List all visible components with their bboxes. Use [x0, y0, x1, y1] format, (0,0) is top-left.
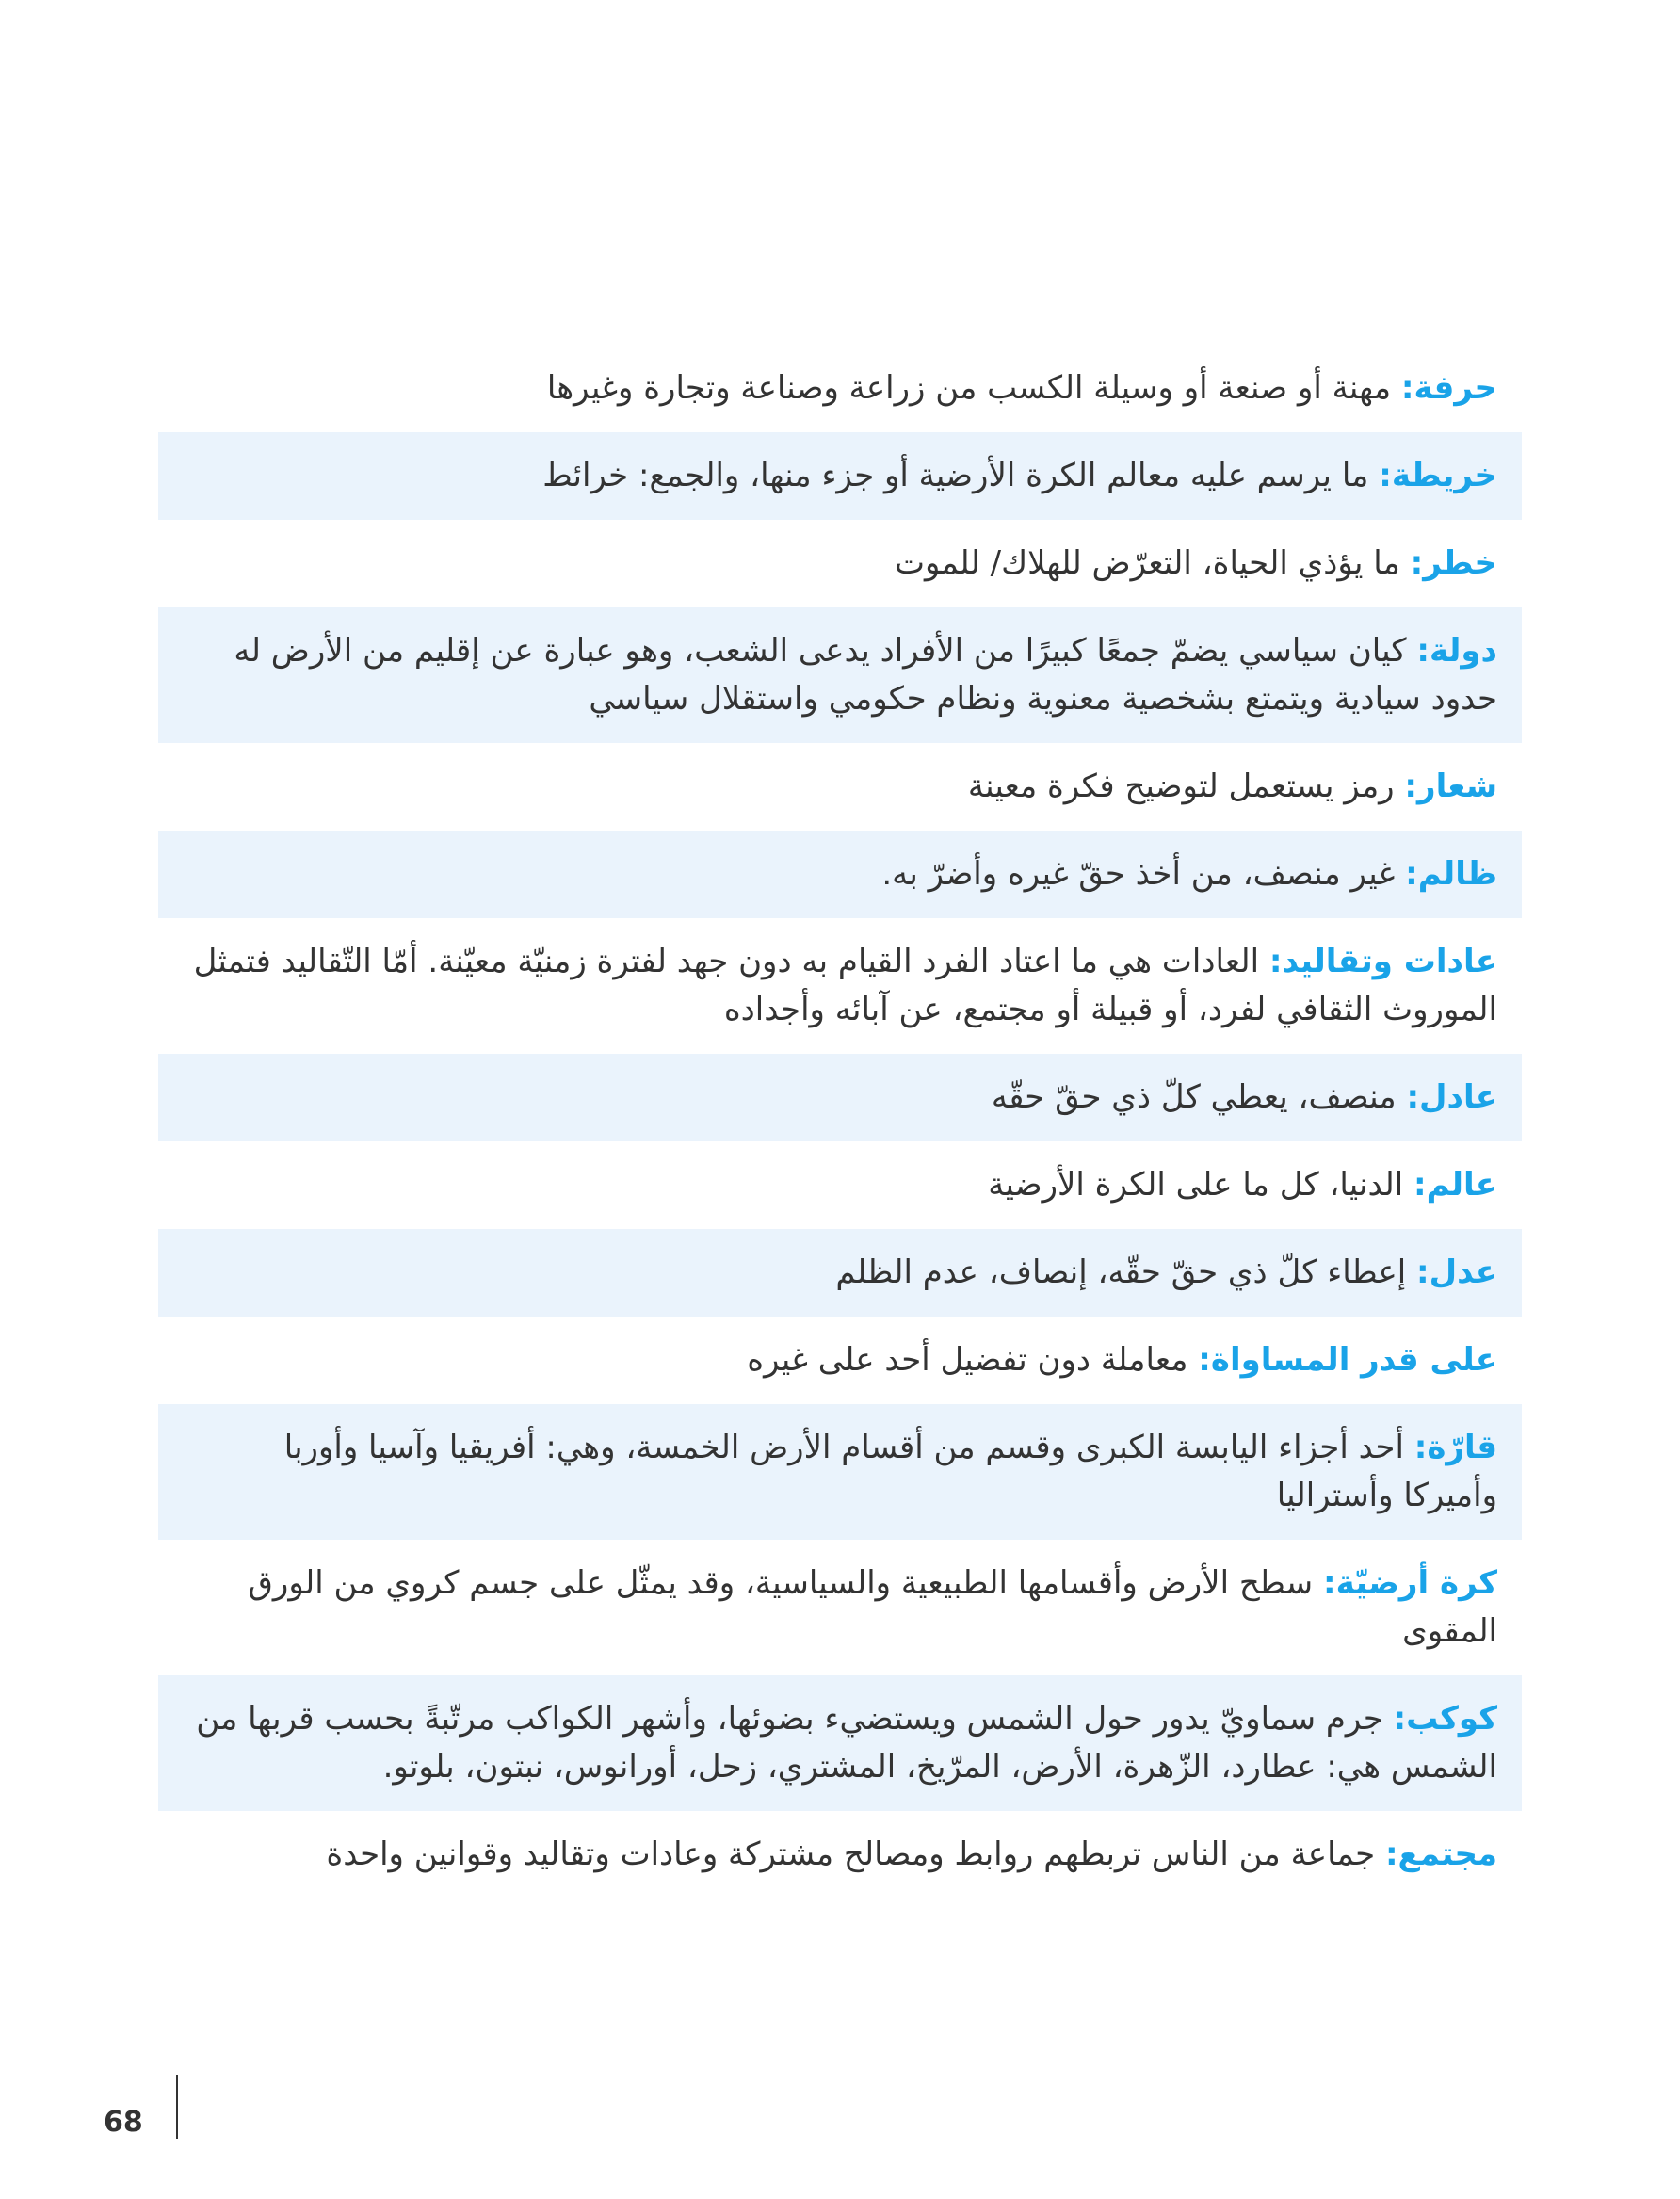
- glossary-term: كوكب: [1406, 1700, 1497, 1738]
- glossary-definition: غير منصف، من أخذ حقّ غيره وأضرّ به.: [881, 855, 1396, 893]
- glossary-entry: شعار: رمز يستعمل لتوضيح فكرة معينة: [967, 768, 1497, 805]
- glossary-term: خريطة: [1391, 457, 1497, 494]
- glossary-entry: دولة: كيان سياسي يضمّ جمعًا كبيرًا من الأفراد يدعى الشعب، وهو عبارة عن إقليم من الأرض له حدود سيادية ويتمتع بشخصية معنوية ونظام حكومي واستقلال سياسي: [158, 607, 1522, 743]
- glossary-entry: مجتمع: جماعة من الناس تربطهم روابط ومصالح مشتركة وعادات وتقاليد وقوانين واحدة: [326, 1835, 1497, 1873]
- glossary-definition: العادات هي ما اعتاد الفرد القيام به دون جهد لفترة زمنيّة معيّنة. أمّا التّقاليد فتمثل الموروث الثقافي لفرد، أو قبيلة أو مجتمع، عن آبائه وأجداده: [193, 943, 1497, 1028]
- page-number: 68: [104, 2106, 143, 2139]
- glossary-term: شعار: [1417, 768, 1497, 805]
- glossary-term: عالم: [1426, 1166, 1497, 1204]
- glossary-term: حرفة: [1413, 369, 1497, 407]
- glossary-term: على قدر المساواة: [1210, 1341, 1497, 1379]
- glossary-definition: جرم سماويّ يدور حول الشمس ويستضيء بضوئها، وأشهر الكواكب مرتّبةً بحسب قربها من الشمس هي: عطارد، الزّهرة، الأرض، المرّيخ، المشتري، زحل، أورانوس، نبتون، بلوتو.: [196, 1700, 1497, 1786]
- glossary-term: عادل: [1419, 1078, 1497, 1116]
- glossary-term: كرة أرضيّة: [1335, 1564, 1497, 1602]
- glossary-definition: منصف، يعطي كلّ ذي حقّ حقّه: [991, 1078, 1397, 1116]
- glossary-definition: رمز يستعمل لتوضيح فكرة معينة: [967, 768, 1395, 805]
- glossary-definition: كيان سياسي يضمّ جمعًا كبيرًا من الأفراد يدعى الشعب، وهو عبارة عن إقليم من الأرض له حدود سيادية ويتمتع بشخصية معنوية ونظام حكومي واستقلال سياسي: [234, 632, 1497, 718]
- glossary-entry: عادات وتقاليد: العادات هي ما اعتاد الفرد القيام به دون جهد لفترة زمنيّة معيّنة. أمّا التّقاليد فتمثل الموروث الثقافي لفرد، أو قبيلة أو مجتمع، عن آبائه وأجداده: [193, 943, 1497, 1028]
- page-number-divider: [176, 2075, 178, 2139]
- glossary-term: مجتمع: [1397, 1835, 1497, 1873]
- glossary-term: ظالم: [1417, 855, 1497, 893]
- glossary-definition: ما يؤذي الحياة، التعرّض للهلاك/ للموت: [895, 544, 1400, 582]
- glossary-definition: جماعة من الناس تربطهم روابط ومصالح مشتركة وعادات وتقاليد وقوانين واحدة: [326, 1835, 1376, 1873]
- glossary-entry: خطر: ما يؤذي الحياة، التعرّض للهلاك/ للموت: [895, 544, 1497, 582]
- glossary-entry: على قدر المساواة: معاملة دون تفضيل أحد على غيره: [747, 1341, 1497, 1379]
- glossary-entry: كوكب: جرم سماويّ يدور حول الشمس ويستضيء بضوئها، وأشهر الكواكب مرتّبةً بحسب قربها من الشمس هي: عطارد، الزّهرة، الأرض، المرّيخ، المشتري، زحل، أورانوس، نبتون، بلوتو.: [158, 1675, 1522, 1811]
- glossary-definition: الدنيا، كل ما على الكرة الأرضية: [988, 1166, 1404, 1204]
- glossary-definition: سطح الأرض وأقسامها الطبيعية والسياسية، وقد يمثّل على جسم كروي من الورق المقوى: [248, 1564, 1497, 1650]
- glossary-definition: مهنة أو صنعة أو وسيلة الكسب من زراعة وصناعة وتجارة وغيرها: [546, 369, 1392, 407]
- glossary-entry: عالم: الدنيا، كل ما على الكرة الأرضية: [988, 1166, 1497, 1204]
- glossary-entry: حرفة: مهنة أو صنعة أو وسيلة الكسب من زراعة وصناعة وتجارة وغيرها: [546, 369, 1497, 407]
- glossary-definition: معاملة دون تفضيل أحد على غيره: [747, 1341, 1188, 1379]
- glossary-entry: عدل: إعطاء كلّ ذي حقّ حقّه، إنصاف، عدم الظلم: [158, 1229, 1522, 1317]
- glossary-entry: عادل: منصف، يعطي كلّ ذي حقّ حقّه: [158, 1054, 1522, 1141]
- glossary-term: عادات وتقاليد: [1282, 943, 1497, 980]
- glossary-term: عدل: [1429, 1253, 1497, 1291]
- glossary-term: دولة: [1430, 632, 1497, 670]
- glossary-entry: قارّة: أحد أجزاء اليابسة الكبرى وقسم من أقسام الأرض الخمسة، وهي: أفريقيا وآسيا وأوربا وأميركا وأستراليا: [158, 1404, 1522, 1540]
- glossary-definition: ما يرسم عليه معالم الكرة الأرضية أو جزء منها، والجمع: خرائط: [542, 457, 1369, 494]
- glossary-list: [158, 345, 1522, 1899]
- glossary-entry: خريطة: ما يرسم عليه معالم الكرة الأرضية أو جزء منها، والجمع: خرائط: [158, 432, 1522, 520]
- glossary-entry: ظالم: غير منصف، من أخذ حقّ غيره وأضرّ به.: [158, 831, 1522, 918]
- glossary-term: قارّة: [1427, 1429, 1497, 1466]
- glossary-definition: أحد أجزاء اليابسة الكبرى وقسم من أقسام الأرض الخمسة، وهي: أفريقيا وآسيا وأوربا وأميركا وأستراليا: [283, 1429, 1497, 1514]
- glossary-term: خطر: [1423, 544, 1497, 582]
- glossary-definition: إعطاء كلّ ذي حقّ حقّه، إنصاف، عدم الظلم: [835, 1253, 1407, 1291]
- glossary-entry: كرة أرضيّة: سطح الأرض وأقسامها الطبيعية والسياسية، وقد يمثّل على جسم كروي من الورق المقوى: [248, 1564, 1497, 1650]
